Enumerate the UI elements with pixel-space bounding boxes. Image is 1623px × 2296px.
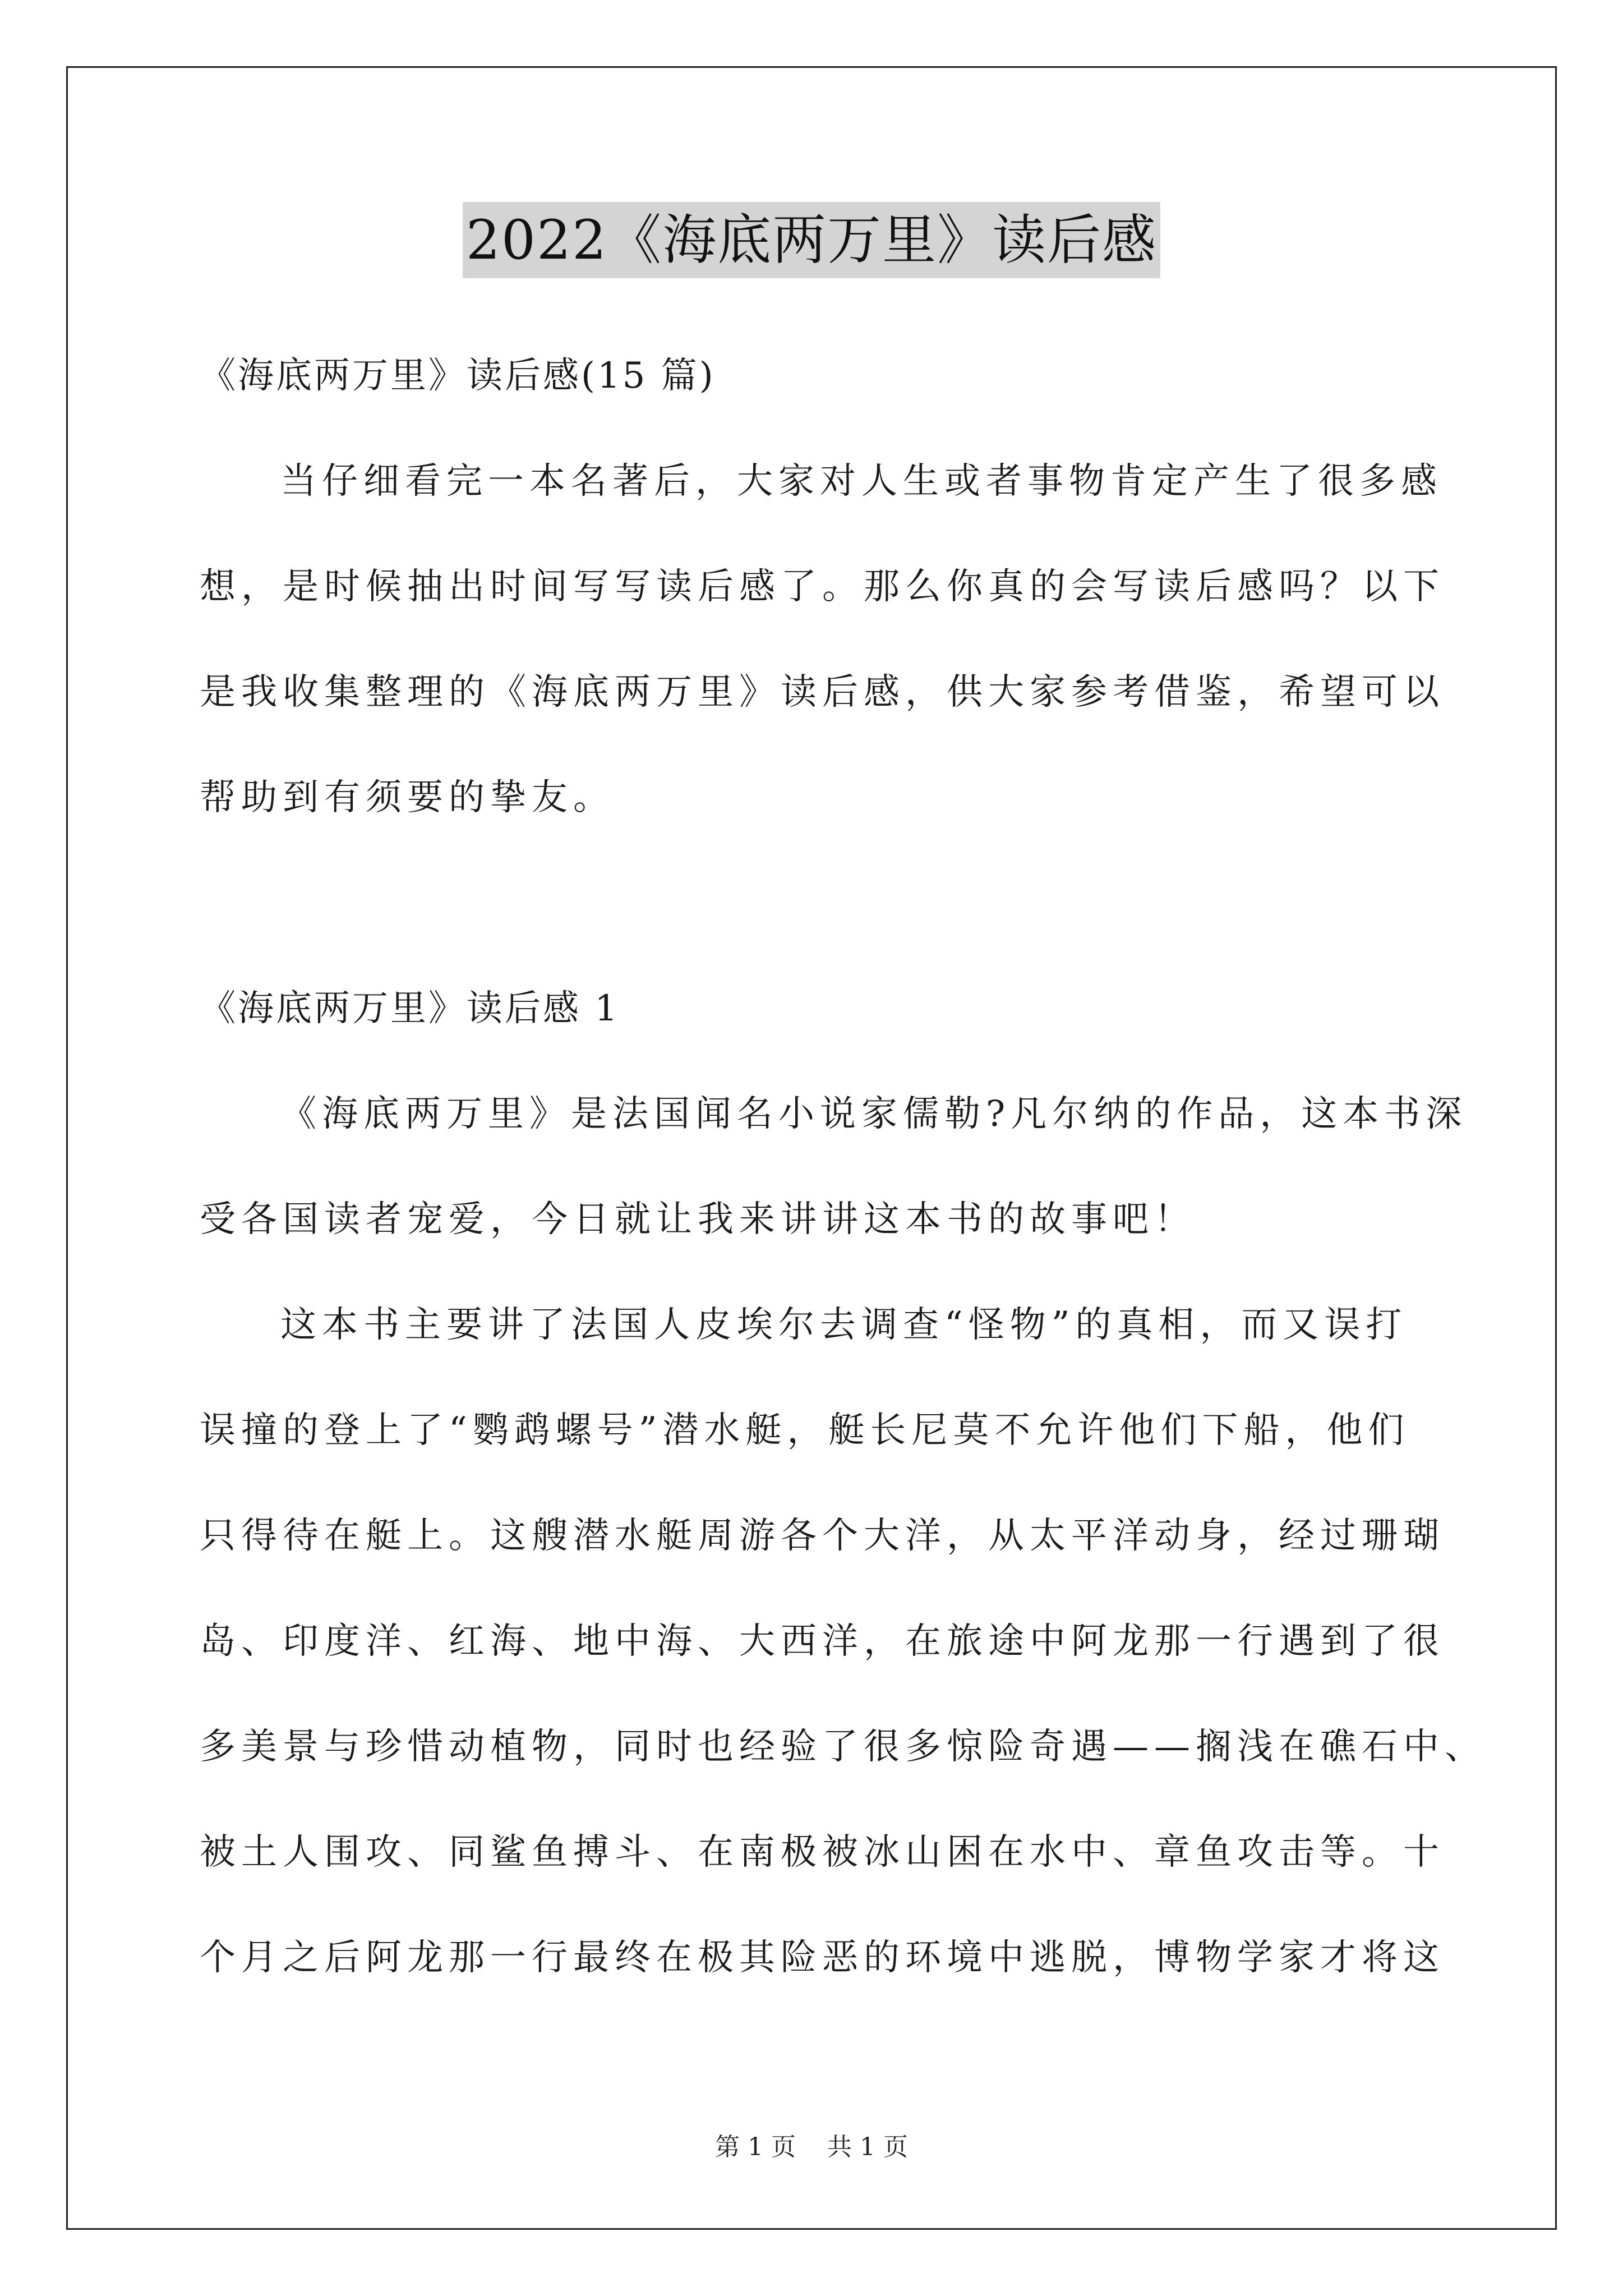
para2-line-7: 个月之后阿龙那一行最终在极其险恶的环境中逃脱，博物学家才将这 bbox=[200, 1937, 1445, 1978]
page-total: 共 1 页 bbox=[827, 2133, 908, 2161]
title-container bbox=[0, 202, 1623, 278]
intro-line-3: 是我收集整理的《海底两万里》读后感，供大家参考借鉴，希望可以 bbox=[200, 671, 1445, 713]
para1-line-2: 受各国读者宠爱，今日就让我来讲讲这本书的故事吧！ bbox=[200, 1199, 1196, 1240]
intro-line-4: 帮助到有须要的挚友。 bbox=[200, 777, 615, 818]
para2-line-4: 岛、印度洋、红海、地中海、大西洋，在旅途中阿龙那一行遇到了很 bbox=[200, 1621, 1445, 1662]
para2-line-5: 多美景与珍惜动植物，同时也经验了很多惊险奇遇——搁浅在礁石中、 bbox=[200, 1726, 1486, 1768]
page-footer bbox=[0, 2131, 1623, 2164]
para2-line-3: 只得待在艇上。这艘潜水艇周游各个大洋，从太平洋动身，经过珊瑚 bbox=[200, 1515, 1445, 1557]
para2-line-6: 被土人围攻、同鲨鱼搏斗、在南极被冰山困在水中、章鱼攻击等。十 bbox=[200, 1832, 1445, 1873]
document-title: 2022《海底两万里》读后感 bbox=[463, 202, 1160, 278]
para2-line-1: 这本书主要讲了法国人皮埃尔去调查“怪物”的真相，而又误打 bbox=[280, 1304, 1408, 1346]
page-number: 第 1 页 bbox=[715, 2133, 796, 2161]
paragraph-gap bbox=[200, 875, 1433, 981]
document-body bbox=[200, 348, 1486, 2035]
subtitle: 《海底两万里》读后感(15 篇) bbox=[200, 355, 716, 397]
intro-line-2: 想，是时候抽出时间写写读后感了。那么你真的会写读后感吗？以下 bbox=[200, 566, 1445, 608]
section-heading: 《海底两万里》读后感 1 bbox=[200, 988, 620, 1029]
para2-line-2: 误撞的登上了“鹦鹉螺号”潜水艇，艇长尼莫不允许他们下船，他们 bbox=[200, 1410, 1410, 1451]
para1-line-1: 《海底两万里》是法国闻名小说家儒勒?凡尔纳的作品，这本书深 bbox=[280, 1093, 1468, 1135]
intro-line-1: 当仔细看完一本名著后，大家对人生或者事物肯定产生了很多感 bbox=[280, 461, 1442, 502]
